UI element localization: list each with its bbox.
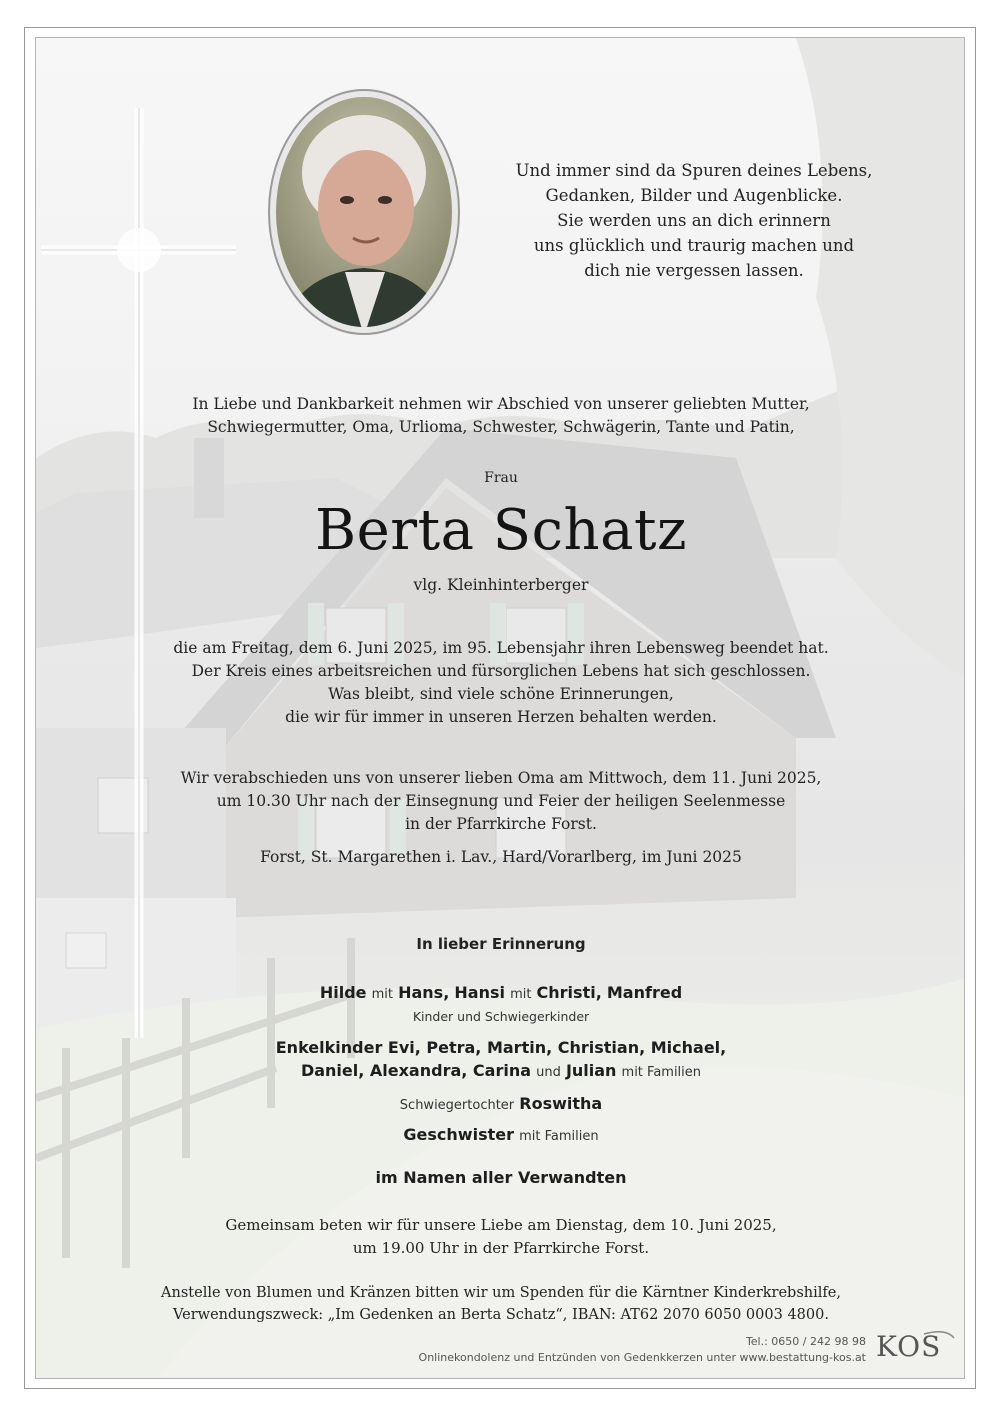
- relation-prefix: Schwiegertochter: [399, 1098, 515, 1113]
- poem: [429, 158, 959, 283]
- intro-line: In Liebe und Dankbarkeit nehmen wir Abschied von unserer geliebten Mutter,: [192, 395, 810, 413]
- funeral-line: um 10.30 Uhr nach der Einsegnung und Feier der heiligen Seelenmesse: [216, 792, 786, 810]
- parte-card: [35, 37, 965, 1379]
- suffix: mit Familien: [621, 1065, 702, 1080]
- donation-line: Verwendungszweck: „Im Gedenken an Berta Schatz“, IBAN: AT62 2070 6050 0003 4800.: [173, 1307, 829, 1323]
- all-relatives: im Namen aller Verwandten: [375, 1168, 627, 1187]
- grandchildren-names: Daniel, Alexandra, Carina: [300, 1061, 532, 1080]
- prayer-line: Gemeinsam beten wir für unsere Liebe am Dienstag, dem 10. Juni 2025,: [225, 1216, 777, 1234]
- poem-line: Gedanken, Bilder und Augenblicke.: [545, 186, 843, 205]
- funeral-notice: [36, 767, 965, 836]
- funeral-line: in der Pfarrkirche Forst.: [405, 815, 597, 833]
- funeral-line: Wir verabschieden uns von unserer lieben Oma am Mittwoch, dem 11. Juni 2025,: [180, 769, 822, 787]
- intro-line: Schwiegermutter, Oma, Urlioma, Schwester, Schwägerin, Tante und Patin,: [207, 418, 795, 436]
- grandchildren-line-2: [36, 1061, 965, 1080]
- child-name: Manfred: [606, 983, 683, 1002]
- children-line: [36, 983, 965, 1002]
- all-relatives-line: [36, 1168, 965, 1187]
- online-condolence-link[interactable]: Onlinekondolenz und Entzünden von Gedenkkerzen unter www.bestattung-kos.at: [418, 1351, 866, 1364]
- grandchildren-line-1: [36, 1038, 965, 1057]
- suffix: mit Familien: [519, 1129, 599, 1144]
- death-line: die wir für immer in unseren Herzen behalten werden.: [285, 708, 717, 726]
- connector: und: [536, 1065, 561, 1080]
- donation-notice: [36, 1282, 965, 1326]
- prayer-line: um 19.00 Uhr in der Pfarrkirche Forst.: [352, 1239, 650, 1257]
- child-name: Hans,: [398, 983, 450, 1002]
- poem-line: Und immer sind da Spuren deines Lebens,: [515, 161, 873, 180]
- logo-text: KOS: [876, 1330, 942, 1363]
- memory-title: In lieber Erinnerung: [416, 935, 586, 953]
- funeral-home-phone: Tel.: 0650 / 242 98 98: [745, 1335, 866, 1348]
- place-date: Forst, St. Margarethen i. Lav., Hard/Vorarlberg, im Juni 2025: [260, 848, 742, 866]
- connector: mit: [371, 987, 393, 1002]
- child-name: Christi,: [536, 983, 602, 1002]
- death-line: Was bleibt, sind viele schöne Erinnerungen,: [328, 685, 674, 703]
- deceased-name: Berta Schatz: [315, 498, 687, 563]
- death-notice: [36, 637, 965, 729]
- poem-line: uns glücklich und traurig machen und: [533, 236, 855, 255]
- daughter-in-law-name: Roswitha: [519, 1094, 603, 1113]
- children-relation: Kinder und Schwiegerkinder: [412, 1009, 590, 1024]
- poem-line: Sie werden uns an dich erinnern: [557, 211, 831, 230]
- death-line: die am Freitag, dem 6. Juni 2025, im 95. Lebensjahr ihren Lebensweg beendet hat.: [173, 639, 829, 657]
- intro-text: [36, 393, 965, 439]
- death-line: Der Kreis eines arbeitsreichen und fürsorglichen Lebens hat sich geschlossen.: [191, 662, 811, 680]
- poem-line: dich nie vergessen lassen.: [584, 261, 804, 280]
- siblings-line: [36, 1125, 965, 1144]
- donation-line: Anstelle von Blumen und Kränzen bitten wir um Spenden für die Kärntner Kinderkrebshilfe,: [161, 1285, 841, 1301]
- kos-logo: [876, 1328, 956, 1368]
- grandchildren-names: Enkelkinder Evi, Petra, Martin, Christian, Michael,: [275, 1038, 727, 1057]
- salutation: Frau: [484, 470, 518, 486]
- child-name: Hansi: [454, 983, 505, 1002]
- connector: mit: [510, 987, 532, 1002]
- grandchild-name: Julian: [565, 1061, 617, 1080]
- daughter-in-law-line: [36, 1094, 965, 1113]
- child-name: Hilde: [319, 983, 367, 1002]
- siblings-label: Geschwister: [403, 1125, 514, 1144]
- prayer-notice: [36, 1214, 965, 1260]
- vulgo-name: vlg. Kleinhinterberger: [413, 576, 589, 594]
